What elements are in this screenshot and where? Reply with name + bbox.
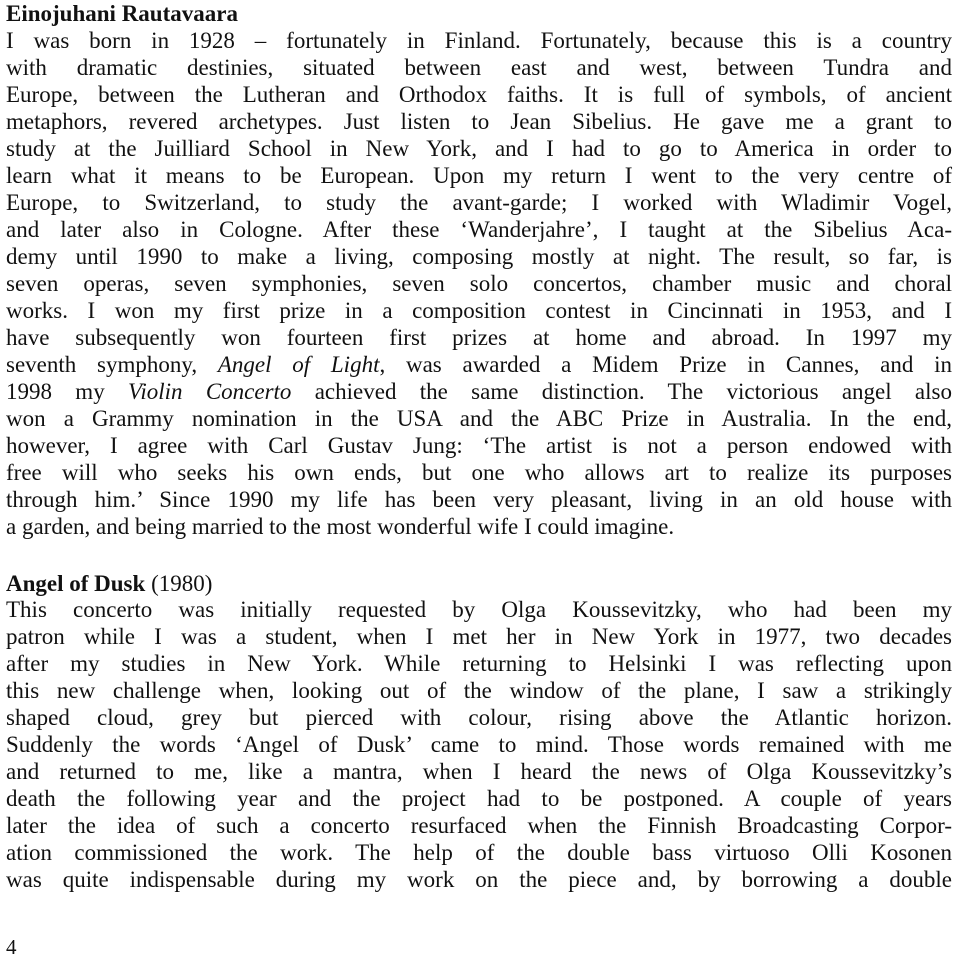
bio-line-12: have subsequently won fourteen first prizes at home and abroad. In 1997 my [6, 325, 952, 350]
bio-line-11: works. I won my first prize in a composition contest in Cincinnati in 1953, and I [6, 298, 952, 323]
bio-line-13 [6, 353, 952, 377]
bio-line-9: demy until 1990 to make a living, composing mostly at night. The result, so far, is [6, 244, 952, 269]
dusk-line-7: and returned to me, like a mantra, when I heard the news of Olga Koussevitzky’s [6, 759, 952, 784]
bio-line-16: however, I agree with Carl Gustav Jung: ‘The artist is not a person endowed with [6, 433, 952, 458]
dusk-line-5: shaped cloud, grey but pierced with colour, rising above the Atlantic horizon. [6, 705, 952, 730]
bio-line-5: study at the Juilliard School in New York, and I had to go to America in order to [6, 136, 952, 161]
work-title-angel-of-light: Angel of Light [217, 352, 380, 377]
dusk-line-1: This concerto was initially requested by Olga Koussevitzky, who had been my [6, 597, 952, 622]
dusk-line-11: was quite indispensable during my work on the piece and, by borrowing a double [6, 867, 952, 892]
bio-line-14-part-3: achieved the same distinction. The victorious angel also [291, 379, 952, 404]
bio-line-13-part-1: seventh symphony, [6, 352, 218, 377]
bio-line-1: I was born in 1928 – fortunately in Finland. Fortunately, because this is a country [6, 28, 952, 53]
bio-line-3: Europe, between the Lutheran and Orthodox faiths. It is full of symbols, of ancient [6, 82, 952, 107]
dusk-line-10: ation commissioned the work. The help of the double bass virtuoso Olli Kosonen [6, 840, 952, 865]
dusk-line-6: Suddenly the words ‘Angel of Dusk’ came to mind. Those words remained with me [6, 732, 952, 757]
work-heading-title: Angel of Dusk [6, 571, 146, 596]
bio-line-8: and later also in Cologne. After these ‘Wanderjahre’, I taught at the Sibelius Aca- [6, 217, 952, 242]
work-title-violin-concerto: Violin Concerto [128, 379, 292, 404]
dusk-line-9: later the idea of such a concerto resurfaced when the Finnish Broadcasting Corpor- [6, 813, 952, 838]
bio-line-13-part-3: , was awarded a Midem Prize in Cannes, and in [379, 352, 952, 377]
bio-line-10: seven operas, seven symphonies, seven solo concertos, chamber music and choral [6, 271, 952, 296]
bio-line-15: won a Grammy nomination in the USA and the ABC Prize in Australia. In the end, [6, 406, 952, 431]
work-heading-year: (1980) [151, 571, 213, 596]
bio-line-17: free will who seeks his own ends, but one who allows art to realize its purposes [6, 460, 952, 485]
section-heading-biography: Einojuhani Rautavaara [6, 1, 238, 26]
page-number: 4 [6, 935, 17, 959]
dusk-line-8: death the following year and the project had to be postponed. A couple of years [6, 786, 952, 811]
bio-line-18: through him.’ Since 1990 my life has been very pleasant, living in an old house with [6, 487, 952, 512]
bio-line-19: a garden, and being married to the most wonderful wife I could imagine. [6, 514, 675, 539]
section-heading-angel-of-dusk [6, 572, 212, 596]
bio-line-14 [6, 380, 952, 404]
dusk-line-2: patron while I was a student, when I met her in New York in 1977, two decades [6, 624, 952, 649]
bio-line-4: metaphors, revered archetypes. Just listen to Jean Sibelius. He gave me a grant to [6, 109, 952, 134]
dusk-line-3: after my studies in New York. While returning to Helsinki I was reflecting upon [6, 651, 952, 676]
dusk-line-4: this new challenge when, looking out of the window of the plane, I saw a strikingly [6, 678, 952, 703]
bio-line-6: learn what it means to be European. Upon my return I went to the very centre of [6, 163, 952, 188]
bio-line-7: Europe, to Switzerland, to study the avant-garde; I worked with Wladimir Vogel, [6, 190, 952, 215]
bio-line-14-part-1: 1998 my [6, 379, 128, 404]
bio-line-2: with dramatic destinies, situated between east and west, between Tundra and [6, 55, 952, 80]
